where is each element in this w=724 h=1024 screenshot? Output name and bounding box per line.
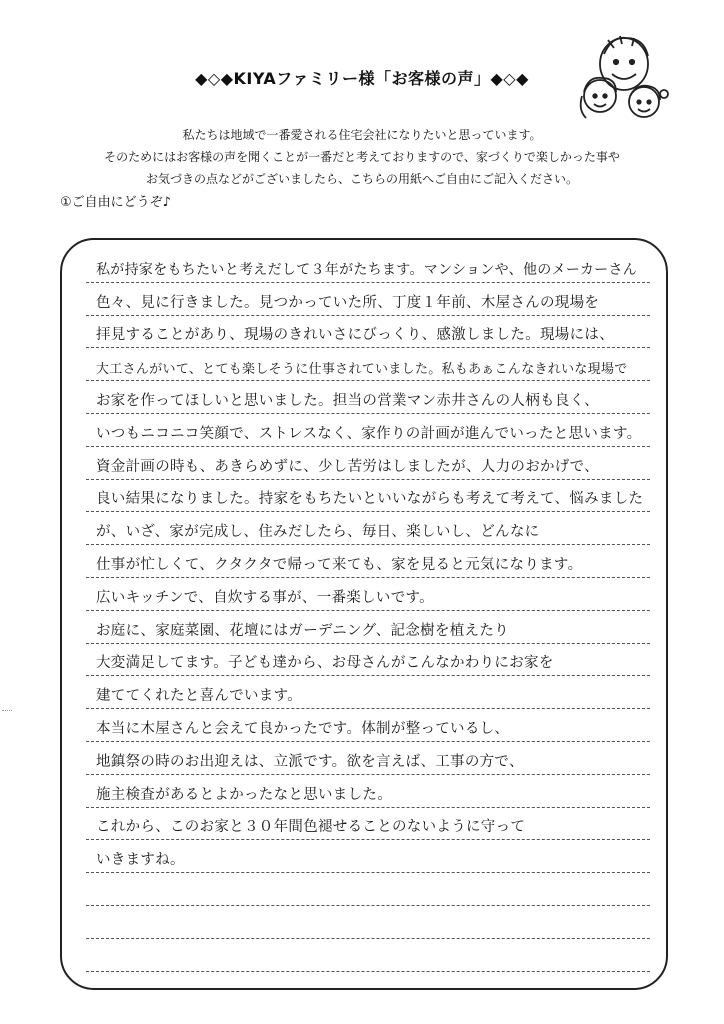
intro-line: そのためにはお客様の声を聞くことが一番だと考えておりますので、家づくりで楽しかった事や bbox=[104, 150, 620, 164]
ruled-line bbox=[86, 414, 650, 447]
handwritten-text: 拝見することがあり、現場のきれいさにびっくり、感激しました。現場には、 bbox=[96, 327, 614, 344]
ruled-line bbox=[86, 578, 650, 611]
ruled-line bbox=[86, 512, 650, 545]
intro-line: お気づきの点などがございましたら、こちらの用紙へご自由にご記入ください。 bbox=[145, 172, 578, 186]
ruled-line bbox=[86, 611, 650, 644]
ruled-line bbox=[86, 840, 650, 873]
handwritten-text: 仕事が忙しくて、クタクタで帰って来ても、家を見ると元気になります。 bbox=[96, 556, 583, 573]
ruled-line bbox=[86, 545, 650, 578]
intro-line: 私たちは地域で一番愛される住宅会社になりたいと思っています。 bbox=[182, 128, 542, 142]
handwritten-comment-area bbox=[86, 250, 650, 972]
handwritten-text: いつもニコニコ笑顔で、ストレスなく、家作りの計画が進んでいったと思います。 bbox=[96, 425, 642, 442]
handwritten-text: 資金計画の時も、あきらめずに、少し苦労はしましたが、人力のおかげで、 bbox=[96, 458, 599, 475]
ruled-line bbox=[86, 348, 650, 381]
ruled-line bbox=[86, 742, 650, 775]
child-face-icon bbox=[629, 86, 668, 117]
ruled-line bbox=[86, 283, 650, 316]
ruled-line bbox=[86, 250, 650, 283]
handwritten-text: お家を作ってほしいと思いました。担当の営業マン赤井さんの人柄も良く、 bbox=[96, 392, 599, 409]
ruled-line bbox=[86, 906, 650, 939]
ruled-line bbox=[86, 316, 650, 349]
family-faces-illustration bbox=[572, 34, 672, 124]
mother-face-icon bbox=[581, 78, 616, 118]
punch-mark bbox=[2, 710, 12, 711]
handwritten-text: が、いざ、家が完成し、住みだしたら、毎日、楽しいし、どんなに bbox=[96, 524, 540, 541]
ruled-line bbox=[86, 447, 650, 480]
handwritten-text: 本当に木屋さんと会えて良かったです。体制が整っているし、 bbox=[96, 720, 510, 737]
handwritten-text: いきますね。 bbox=[96, 852, 185, 869]
handwritten-text: これから、このお家と３０年間色褪せることのないように守って bbox=[96, 819, 526, 836]
handwritten-text: お庭に、家庭菜園、花壇にはガーデニング、記念樹を植えたり bbox=[96, 622, 509, 639]
ruled-line bbox=[86, 709, 650, 742]
title-prefix: ◆◇◆ bbox=[195, 69, 234, 88]
ruled-line bbox=[86, 381, 650, 414]
title-suffix: ◆◇◆ bbox=[490, 69, 529, 88]
handwritten-text: 施主検査があるとよかったなと思いました。 bbox=[96, 786, 392, 803]
ruled-line bbox=[86, 808, 650, 841]
ruled-line bbox=[86, 480, 650, 513]
handwritten-text: 大変満足してます。子ども達から、お母さんがこんなかわりにお家を bbox=[96, 655, 554, 672]
handwritten-text: 地鎮祭の時のお出迎えは、立派です。欲を言えば、工事の方で、 bbox=[96, 753, 524, 770]
ruled-line bbox=[86, 676, 650, 709]
free-comment-prompt: ①ご自由にどうぞ♪ bbox=[60, 195, 171, 210]
ruled-line bbox=[86, 873, 650, 906]
handwritten-text: 大工さんがいて、とても楽しそうに仕事されていました。私もあぁこんなきれいな現場で bbox=[96, 362, 628, 378]
handwritten-text: 建ててくれたと喜んでいます。 bbox=[96, 688, 303, 705]
handwritten-text: 色々、見に行きました。見つかっていた所、丁度１年前、木屋さんの現場を bbox=[96, 294, 600, 311]
intro-text bbox=[60, 124, 664, 190]
ruled-line bbox=[86, 775, 650, 808]
ruled-line bbox=[86, 644, 650, 677]
handwritten-text: 良い結果になりました。持家をもちたいといいながらも考えて考えて、悩みました bbox=[96, 491, 644, 508]
handwritten-text: 私が持家をもちたいと考えだして３年がたちます。マンションや、他のメーカーさん bbox=[96, 261, 638, 278]
ruled-line bbox=[86, 939, 650, 972]
title-text: KIYAファミリー様「お客様の声」 bbox=[233, 69, 491, 88]
handwritten-text: 広いキッチンで、自炊する事が、一番楽しいです。 bbox=[96, 589, 434, 606]
